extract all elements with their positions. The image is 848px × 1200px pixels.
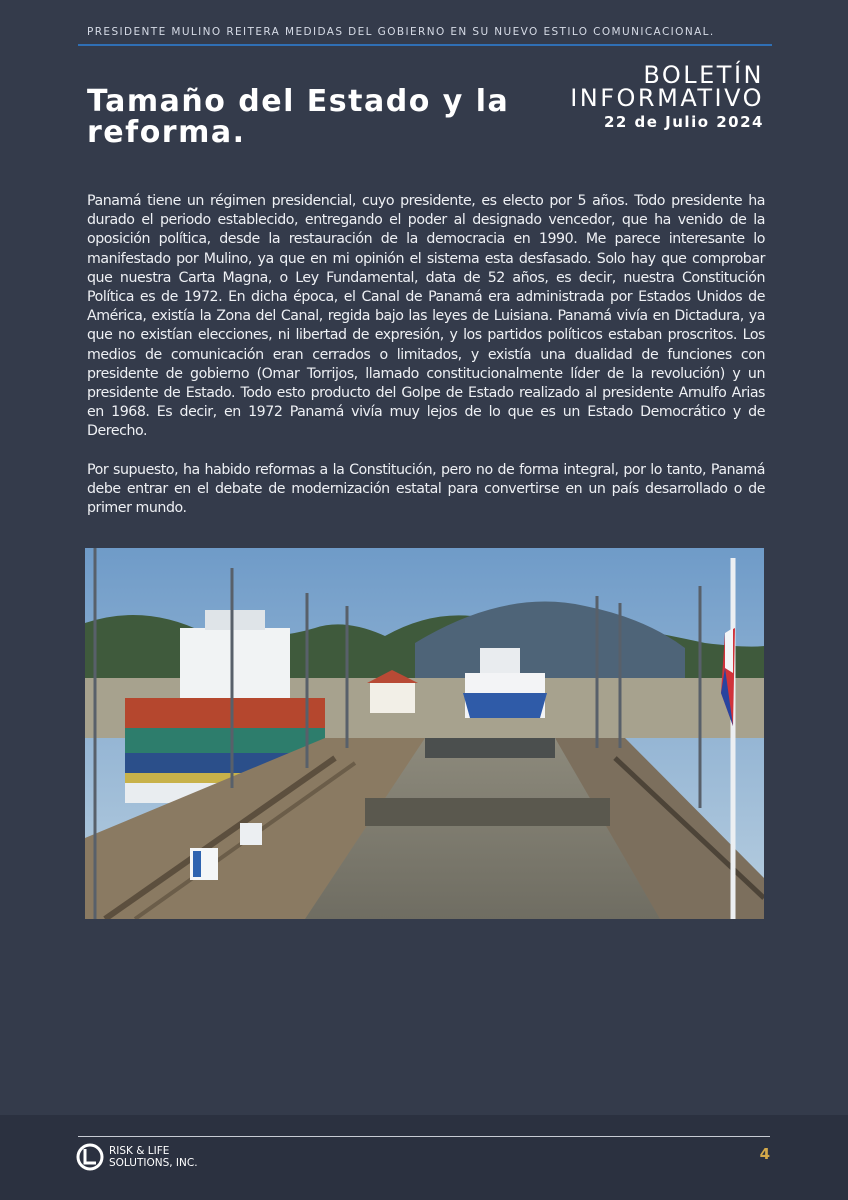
company-logo-icon bbox=[76, 1143, 104, 1171]
company-name-line2: SOLUTIONS, INC. bbox=[109, 1157, 198, 1169]
canal-locks-photo bbox=[85, 548, 764, 919]
header-divider bbox=[78, 44, 772, 46]
page-title: Tamaño del Estado y la reforma. bbox=[87, 84, 510, 151]
bulletin-date: 22 de Julio 2024 bbox=[603, 113, 764, 131]
bulletin-label-line1: BOLETÍN bbox=[643, 61, 764, 89]
article-body bbox=[87, 192, 765, 538]
bulletin-label-line2: INFORMATIVO bbox=[570, 84, 764, 112]
page-footer bbox=[0, 1115, 848, 1200]
company-name-line1: RISK & LIFE bbox=[109, 1145, 170, 1157]
article-paragraph-1: Panamá tiene un régimen presidencial, cuyo presidente, es electo por 5 años. Todo presidente ha durado el periodo establecido, entregando el poder al designado vencedor, que ha venido de la oposición política, desde la restauración de la democracia en 1990. Me parece interesante lo manifestado por Mulino, ya que en mi opinión el sistema esta desfasado. Solo hay que comprobar que nuestra Carta Magna, o Ley Fundamental, data de 52 años, es decir, nuestra Constitución Política es de 1972. En dicha época, el Canal de Panamá era administrada por Estados Unidos de América, existía la Zona del Canal, regida bajo las leyes de Luisiana. Panamá vivía en Dictadura, ya que no existían elecciones, ni libertad de expresión, y los partidos políticos estaban proscritos. Los medios de comunicación eran cerrados o limitados, y existía una dualidad de funciones con presidente de gobierno (Omar Torrijos, llamado constitucionalmente líder de la revolución) y un presidente de Estado. Todo esto producto del Golpe de Estado realizado al presidente Arnulfo Arias en 1968. Es decir, en 1972 Panamá vivía muy lejos de lo que es un Estado Democrático y de Derecho. bbox=[87, 193, 765, 440]
bulletin-heading bbox=[570, 61, 764, 131]
page-number: 4 bbox=[759, 1145, 770, 1163]
footer-divider bbox=[78, 1136, 770, 1137]
article-paragraph-2: Por supuesto, ha habido reformas a la Constitución, pero no de forma integral, por lo tanto, Panamá debe entrar en el debate de modernización estatal para convertirse en un país desarrollado o de primer mundo. bbox=[87, 461, 765, 517]
header-top-line: PRESIDENTE MULINO REITERA MEDIDAS DEL GOBIERNO EN SU NUEVO ESTILO COMUNICACIONAL. bbox=[87, 26, 715, 38]
company-name bbox=[109, 1145, 198, 1169]
